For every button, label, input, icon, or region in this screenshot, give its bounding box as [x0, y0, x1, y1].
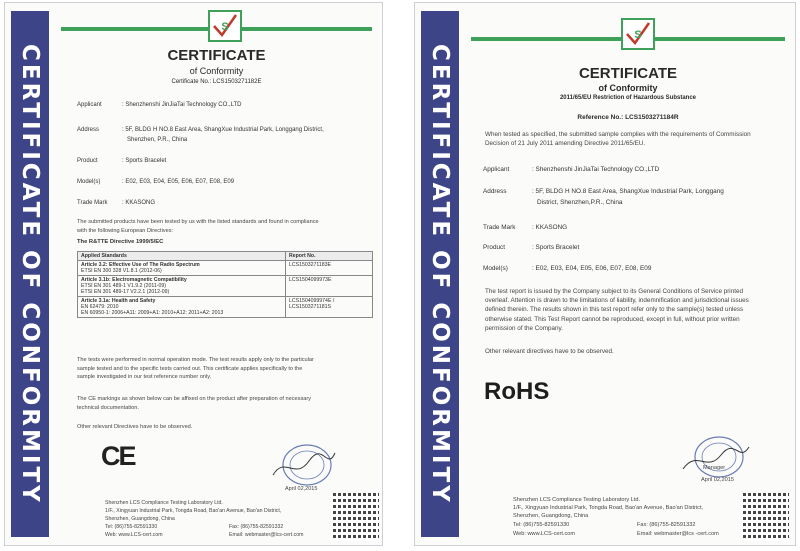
qr-code-icon [331, 493, 379, 541]
lcs-logo-icon [620, 17, 656, 51]
field-label: Address [483, 188, 507, 195]
table-row: Article 3.2: Effective Use of The Radio Spectrum ETSI EN 300 328 V1.8.1 (2012-06) LCS1503271183E [78, 261, 373, 276]
field-value: : 5F, BLDG H NO.8 East Area, ShangXue Industrial Park, Longgang [532, 188, 724, 195]
svg-text:S: S [221, 21, 229, 33]
side-band-text: CERTIFICATE OF CONFORMITY [427, 43, 453, 505]
table-header: Report No. [286, 252, 373, 261]
field-value: : Shenzhenshi JinJiaTai Technology CO.,LTD [122, 102, 242, 108]
other-directives-text: Other relevant directives have to be observed. [485, 348, 614, 355]
field-label: Trade Mark [483, 224, 516, 231]
field-label: Product [483, 244, 506, 251]
rohs-mark: RoHS [484, 378, 550, 405]
field-value: : 5F, BLDG H NO.8 East Area, ShangXue Industrial Park, Longgang District, [122, 127, 324, 133]
table-header: Applied Standards [78, 252, 286, 261]
ce-marking-paragraph: The CE markings as shown below can be affixed on the product after preparation of necessary technical documentation. [77, 396, 312, 411]
standards-table [77, 251, 373, 318]
footer-web: Web: www.LCS-cert.com [105, 532, 163, 538]
field-label: Trade Mark [77, 200, 108, 206]
directive-name: The R&TTE Directive 1999/5/EC [77, 239, 164, 245]
footer-address: 1/F., Xingyuan Industrial Park, Tongda Road, Bao'an Avenue, Bao'an District, [105, 508, 282, 514]
certificate-ce [4, 2, 383, 546]
directive-line: 2011/65/EU Restriction of Hazardous Substance [559, 95, 697, 101]
side-band [11, 11, 49, 537]
cert-title: CERTIFICATE [578, 65, 678, 82]
field-value: : Sports Bracelet [122, 158, 167, 164]
manager-label: Manager [703, 465, 726, 471]
field-value: : Shenzhenshi JinJiaTai Technology CO.,LTD [532, 166, 660, 173]
field-label: Applicant [77, 102, 102, 108]
qr-code-icon [741, 493, 789, 541]
field-label: Product [77, 158, 98, 164]
footer-lab: Shenzhen LCS Compliance Testing Laboratory Ltd. [513, 497, 641, 503]
footer-email: Email: webmaster@lcs -cert.com [637, 531, 719, 537]
footer-fax: Fax: (86)755-82591332 [229, 524, 284, 530]
side-band [421, 11, 459, 537]
footer-tel: Tel: (86)755-82591330 [513, 522, 570, 528]
table-row: Article 3.1a: Health and Safety EN 62479: 2010 EN 60950-1: 2006+A11: 2009+A1: 2010+A12: 2011+A2: 2013 LCS1504099974E / LCS1503271181S [78, 297, 373, 318]
cert-subtitle: of Conformity [598, 83, 658, 93]
field-value: District, Shenzhen,P.R., China [537, 199, 623, 206]
certificate-number: Certificate No.: LCS1503271182E [171, 79, 262, 85]
cert-subtitle: of Conformity [189, 66, 244, 76]
field-value: : E02, E03, E04, E05, E06, E07, E08, E09 [122, 179, 235, 185]
results-paragraph: The tests were performed in normal operation mode. The test results apply only to the particular sample tested and to the specific tests carried out. This certificate applies specifically to the sample investigated in our test reference number only. [77, 357, 314, 381]
signature-date: April 02,2015 [285, 486, 318, 492]
intro-paragraph: The submitted products have been tested by us with the listed standards and found in compliance with the following European Directives: [77, 219, 319, 234]
field-value: : KKASONG [122, 200, 156, 206]
footer-lab: Shenzhen LCS Compliance Testing Laboratory Ltd. [105, 500, 223, 506]
field-value: : E02, E03, E04, E05, E06, E07, E08, E09 [532, 265, 652, 272]
certificate-rohs [414, 2, 796, 546]
field-value: Shenzhen, P.R., China [127, 137, 188, 143]
side-band-text: CERTIFICATE OF CONFORMITY [17, 43, 43, 505]
field-value: : KKASONG [532, 224, 568, 231]
field-label: Address [77, 127, 100, 133]
signature-date: April 02,2015 [701, 477, 734, 483]
footer-tel: Tel: (86)755-82591330 [105, 524, 158, 530]
footer-email: Email: webmaster@lcs-cert.com [229, 532, 304, 538]
cert-title: CERTIFICATE [167, 47, 266, 64]
footer-address: 1/F., Xingyuan Industrial Park, Tongda Road, Bao'an Avenue, Bao'an District, [513, 505, 704, 511]
ce-mark: CE [101, 441, 135, 471]
field-label: Model(s) [483, 265, 508, 272]
conditions-paragraph: The test report is issued by the Company subject to its General Conditions of Service printed overleaf. Attention is drawn to the limitations of liability, indemnification and jurisdictional issues defined therein. The results shown in this test report refer only to the sample(s) tested unless otherwise stated. This Test Report cannot be reproduced, except in full, without prior written permission of the Company. [485, 288, 749, 332]
field-value: : Sports Bracelet [532, 244, 580, 251]
other-directives-text: Other relevant Directives have to be observed. [77, 424, 193, 430]
footer-web: Web: www.LCS-cert.com [513, 531, 576, 537]
intro-paragraph: When tested as specified, the submitted sample complies with the requirements of Commission Decision of 21 July 2011 amending Directive 2011/65/EU. [485, 131, 751, 148]
field-label: Model(s) [77, 179, 101, 185]
footer-fax: Fax: (86)755-82591332 [637, 522, 696, 528]
footer-city: Shenzhen, Guangdong, China [513, 513, 589, 519]
table-row: Article 3.1b: Electromagnetic Compatibility ETSI EN 301 489-1 V1.9.2 (2011-09) ETSI EN 301 489-17 V2.2.1 (2012-09) LCS1504099973E [78, 276, 373, 297]
field-label: Applicant [483, 166, 510, 173]
lcs-logo-icon [207, 9, 243, 43]
reference-number: Reference No.: LCS1503271184R [577, 114, 679, 121]
svg-text:S: S [634, 29, 642, 41]
footer-city: Shenzhen, Guangdong, China [105, 516, 175, 522]
